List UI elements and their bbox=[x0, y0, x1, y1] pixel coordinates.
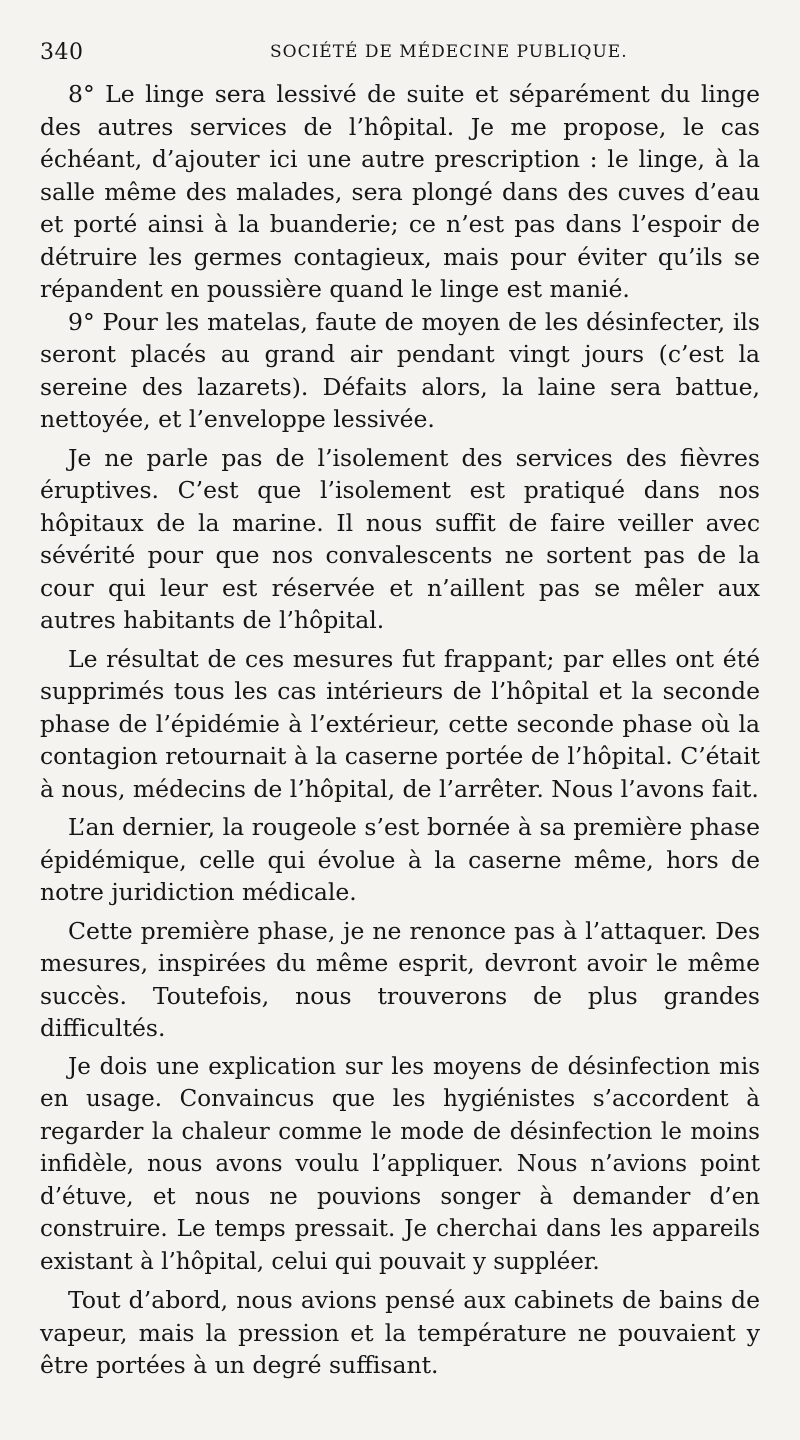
paragraph-last-year: L’an dernier, la rougeole s’est bornée à sa première phase épidémique, celle qui évolue à la caserne même, hors de notre juridiction médicale. bbox=[40, 813, 760, 906]
paragraph-isolation: Je ne parle pas de l’isolement des services des fièvres éruptives. C’est que l’isolement est pratiqué dans nos hôpitaux de la marine. Il nous suffit de faire veiller avec sévérité pour que nos convalescents ne sortent pas de la cour qui leur est réservée et n’aillent pas se mêler aux autres habitants de l’hôpital. bbox=[40, 443, 760, 634]
paragraph-results: Le résultat de ces mesures fut frappant; par elles ont été supprimés tous les cas intérieurs de l’hôpital et la seconde phase de l’épidémie à l’extérieur, cette seconde phase où la contagion retournait à la caserne portée de l’hôpital. C’était à nous, médecins de l’hôpital, de l’arrêter. Nous l’avons fait. bbox=[40, 644, 760, 803]
page-number: 340 bbox=[40, 40, 84, 65]
page-header bbox=[40, 38, 760, 68]
paragraph-mattresses: 9° Pour les matelas, faute de moyen de les désinfecter, ils seront placés au grand air pendant vingt jours (c’est la sereine des lazarets). Défaits alors, la laine sera battue, nettoyée, et l’enveloppe lessivée. bbox=[40, 307, 760, 433]
paragraph-disinfection: Je dois une explication sur les moyens de désinfection mis en usage. Convaincus que les hygiénistes s’accordent à regarder la chaleur comme le mode de désinfection le moins infidèle, nous avons voulu l’appliquer. Nous n’avions point d’étuve, et nous ne pouvions songer à demander d’en construire. Le temps pressait. Je cherchai dans les appareils existant à l’hôpital, celui qui pouvait y suppléer. bbox=[40, 1053, 760, 1275]
running-title: SOCIÉTÉ DE MÉDECINE PUBLIQUE. bbox=[270, 42, 628, 62]
body-text bbox=[40, 78, 760, 1382]
paragraph-first-phase: Cette première phase, je ne renonce pas à l’attaquer. Des mesures, inspirées du même esprit, devront avoir le même succès. Toutefois, nous trouverons de plus grandes difficultés. bbox=[40, 916, 760, 1042]
paragraph-steam-baths: Tout d’abord, nous avions pensé aux cabinets de bains de vapeur, mais la pression et la température ne pouvaient y être portées à un degré suffisant. bbox=[40, 1286, 760, 1379]
paragraph-linen: 8° Le linge sera lessivé de suite et séparément du linge des autres services de l’hôpital. Je me propose, le cas échéant, d’ajouter ici une autre prescription : le linge, à la salle même des malades, sera plongé dans des cuves d’eau et porté ainsi à la buanderie; ce n’est pas dans l’espoir de détruire les germes contagieux, mais pour éviter qu’ils se répandent en poussière quand le linge est manié. bbox=[40, 80, 760, 303]
